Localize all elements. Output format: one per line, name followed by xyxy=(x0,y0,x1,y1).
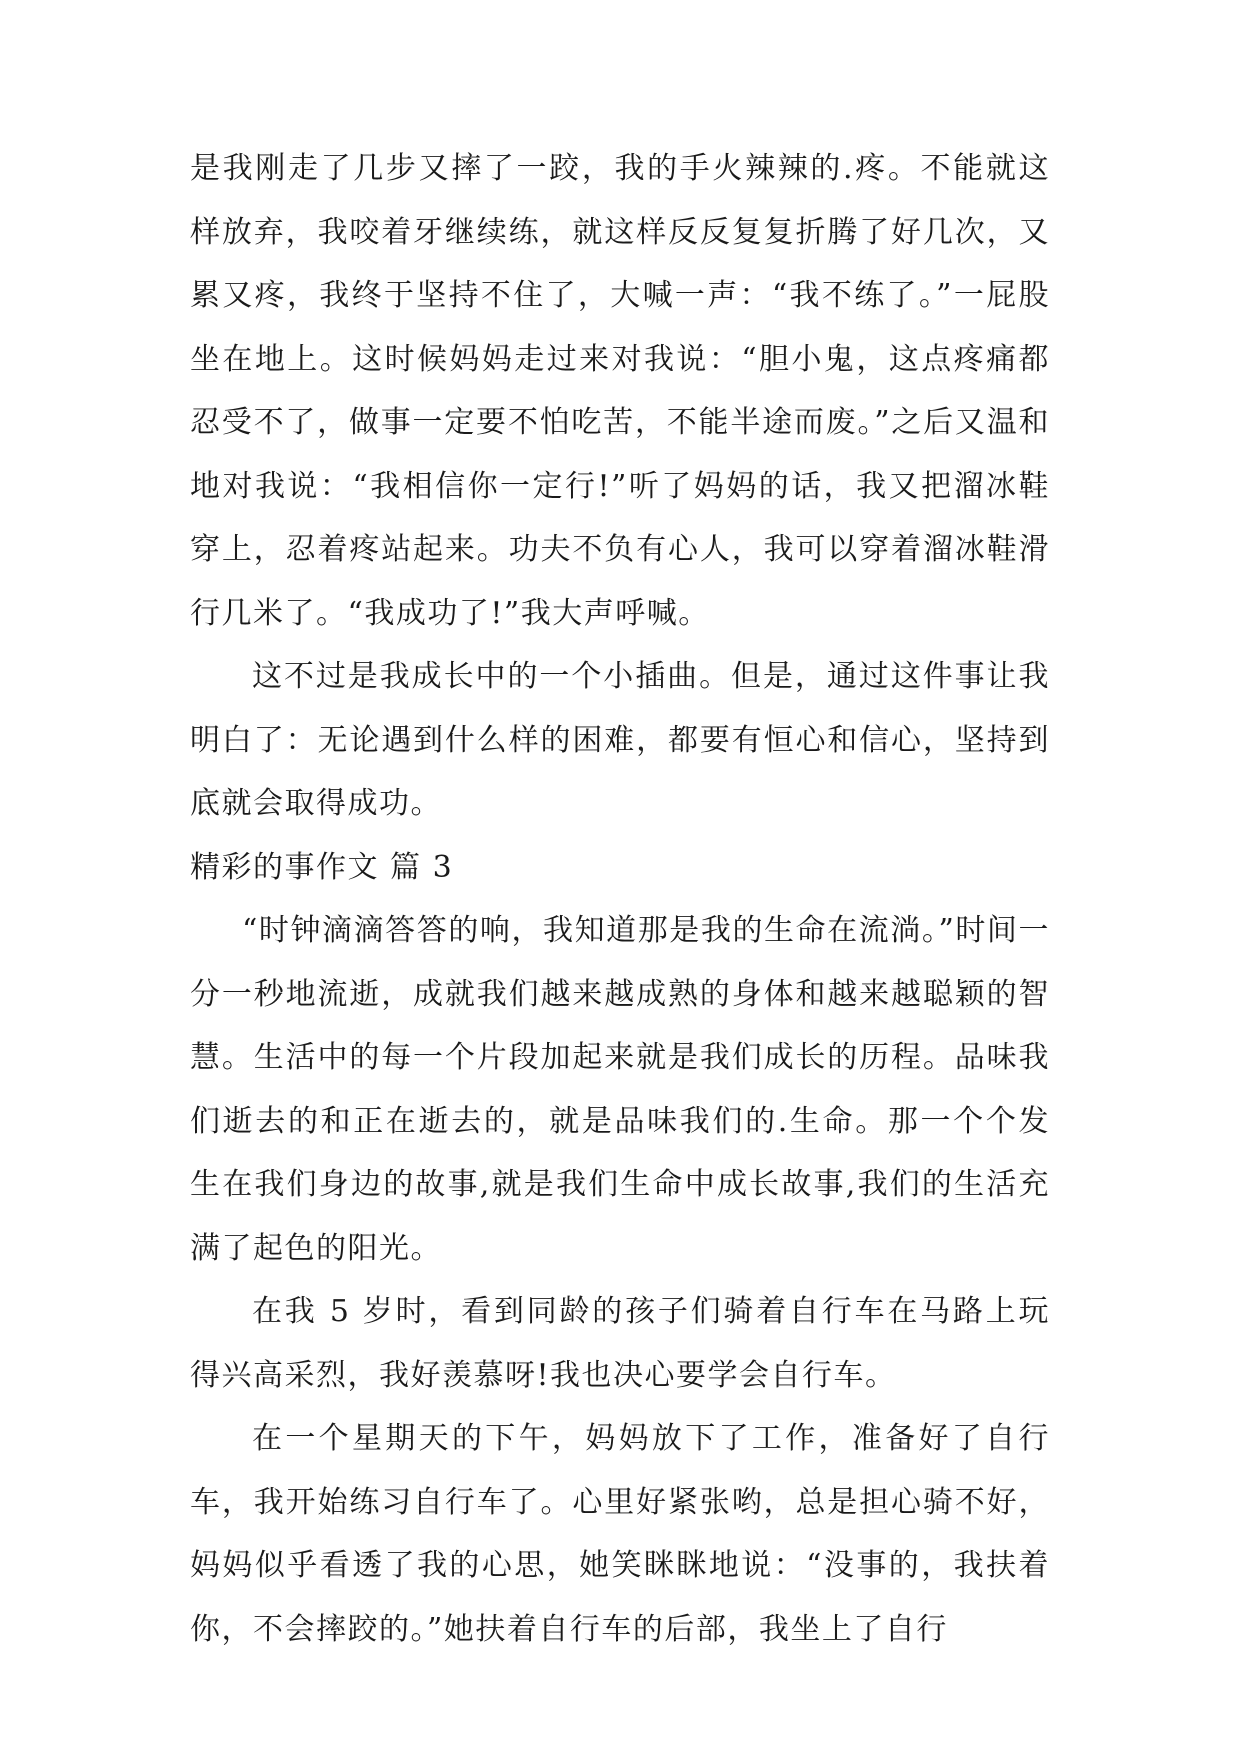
paragraph-sunday-practice: 在一个星期天的下午，妈妈放下了工作，准备好了自行车，我开始练习自行车了。心里好紧张哟，总是担心骑不好，妈妈似乎看透了我的心思，她笑眯眯地说：“没事的，我扶着你，不会摔跤的。”她扶着自行车的后部，我坐上了自行 xyxy=(190,1421,1050,1647)
paragraph-continued-story: 是我刚走了几步又摔了一跤，我的手火辣辣的.疼。不能就这样放弃，我咬着牙继续练，就这样反反复复折腾了好几次，又累又疼，我终于坚持不住了，大喊一声：“我不练了。”一屁股坐在地上。这时候妈妈走过来对我说：“胆小鬼，这点疼痛都忍受不了，做事一定要不怕吃苦，不能半途而废。”之后又温和地对我说：“我相信你一定行!”听了妈妈的话，我又把溜冰鞋穿上，忍着疼站起来。功夫不负有心人，我可以穿着溜冰鞋滑行几米了。“我成功了!”我大声呼喊。 xyxy=(190,151,1050,631)
paragraph-age-five: 在我 5 岁时，看到同龄的孩子们骑着自行车在马路上玩得兴高采烈，我好羡慕呀!我也决心要学会自行车。 xyxy=(190,1294,1050,1393)
section-heading: 精彩的事作文 篇 3 xyxy=(190,849,454,885)
paragraph-story-conclusion: 这不过是我成长中的一个小插曲。但是，通过这件事让我明白了：无论遇到什么样的困难，都要有恒心和信心，坚持到底就会取得成功。 xyxy=(190,659,1050,821)
document-body xyxy=(190,137,1050,1661)
paragraph-essay-intro: “时钟滴滴答答的响，我知道那是我的生命在流淌。”时间一分一秒地流逝，成就我们越来越成熟的身体和越来越聪颖的智慧。生活中的每一个片段加起来就是我们成长的历程。品味我们逝去的和正在逝去的，就是品味我们的.生命。那一个个发生在我们身边的故事,就是我们生命中成长故事,我们的生活充满了起色的阳光。 xyxy=(190,913,1050,1266)
